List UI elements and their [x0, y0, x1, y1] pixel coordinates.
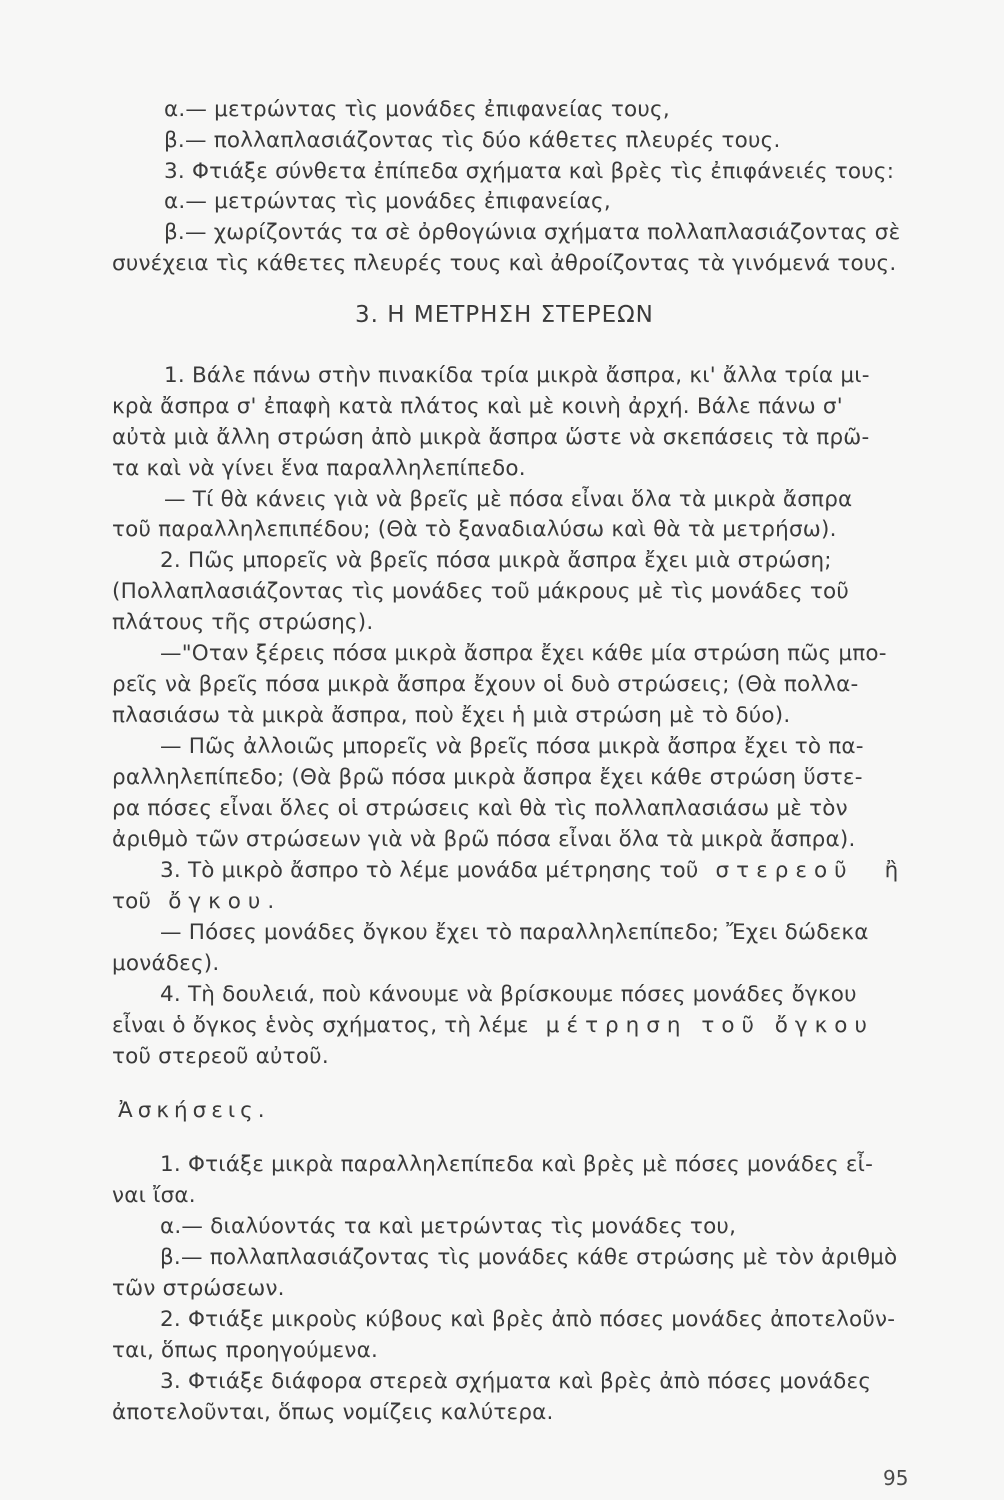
text-line: ἀριθμὸ τῶν στρώσεων γιὰ νὰ βρῶ πόσα εἶναι ὅλα τὰ μικρὰ ἄσπρα). — [112, 827, 856, 852]
definition-line — [112, 1012, 874, 1040]
text-line: α.— μετρώντας τὶς μονάδες ἐπιφανείας τους, — [164, 97, 670, 122]
text-line: 3. Φτιάξε σύνθετα ἐπίπεδα σχήματα καὶ βρὲς τὶς ἐπιφάνειές τους: — [164, 159, 895, 184]
text-line: 1. Βάλε πάνω στὴν πινακίδα τρία μικρὰ ἄσπρα, κι' ἄλλα τρία μι- — [164, 363, 870, 388]
exercise-line: ἀποτελοῦνται, ὅπως νομίζεις καλύτερα. — [112, 1400, 554, 1425]
text-line: ρεῖς νὰ βρεῖς πόσα μικρὰ ἄσπρα ἔχουν οἱ δυὸ στρώσεις; (Θὰ πολλα- — [112, 672, 859, 697]
text-line: — Τί θὰ κάνεις γιὰ νὰ βρεῖς μὲ πόσα εἶναι ὅλα τὰ μικρὰ ἄσπρα — [164, 487, 853, 512]
text-line: τοῦ στερεοῦ αὐτοῦ. — [112, 1044, 329, 1069]
exercise-line: ναι ἴσα. — [112, 1183, 196, 1208]
text-line: α.— μετρώντας τὶς μονάδες ἐπιφανείας, — [164, 189, 611, 214]
text-line: β.— πολλαπλασιάζοντας τὶς δύο κάθετες πλευρές τους. — [164, 128, 781, 153]
exercise-line: β.— πολλαπλασιάζοντας τὶς μονάδες κάθε στρώσης μὲ τὸν ἀριθμὸ — [160, 1245, 898, 1270]
text-line: πλασιάσω τὰ μικρὰ ἄσπρα, ποὺ ἔχει ἡ μιὰ στρώση μὲ τὸ δύο). — [112, 703, 791, 728]
definition-text: τοῦ — [112, 889, 152, 914]
definition-line — [112, 888, 281, 916]
exercise-line: α.— διαλύοντάς τα καὶ μετρώντας τὶς μονάδες του, — [160, 1214, 737, 1239]
text-line: ρα πόσες εἶναι ὅλες οἱ στρώσεις καὶ θὰ τὶς πολλαπλασιάσω μὲ τὸν — [112, 796, 848, 821]
text-line: κρὰ ἄσπρα σ' ἐπαφὴ κατὰ πλάτος καὶ μὲ κοινὴ ἀρχή. Βάλε πάνω σ' — [112, 394, 843, 419]
text-line: —"Οταν ξέρεις πόσα μικρὰ ἄσπρα ἔχει κάθε μία στρώση πῶς μπο- — [160, 641, 887, 666]
text-line: μονάδες). — [112, 951, 220, 976]
text-line: β.— χωρίζοντάς τα σὲ ὀρθογώνια σχήματα πολλαπλασιάζοντας σὲ — [164, 220, 901, 245]
definition-line — [160, 857, 898, 885]
definition-text: ἢ — [884, 858, 899, 883]
text-line: — Πῶς ἀλλοιῶς μπορεῖς νὰ βρεῖς πόσα μικρὰ ἄσπρα ἔχει τὸ πα- — [160, 734, 864, 759]
spaced-term: ὄγκου. — [168, 889, 282, 914]
exercises-heading: Ἀσκήσεις. — [118, 1098, 270, 1123]
text-line: αὐτὰ μιὰ ἄλλη στρώση ἀπὸ μικρὰ ἄσπρα ὥστε νὰ σκεπάσεις τὰ πρῶ- — [112, 425, 870, 450]
spaced-term: μέτρηση τοῦ ὄγκου — [545, 1013, 874, 1038]
text-line: τα καὶ νὰ γίνει ἕνα παραλληλεπίπεδο. — [112, 456, 526, 481]
text-line: 4. Τὴ δουλειά, ποὺ κάνουμε νὰ βρίσκουμε πόσες μονάδες ὄγκου — [160, 982, 857, 1007]
text-line: τοῦ παραλληλεπιπέδου; (Θὰ τὸ ξαναδιαλύσω καὶ θὰ τὰ μετρήσω). — [112, 517, 837, 542]
definition-text: 3. Τὸ μικρὸ ἄσπρο τὸ λέμε μονάδα μέτρησης τοῦ — [160, 858, 699, 883]
spaced-term: στερεοῦ — [715, 858, 854, 883]
exercise-line: 2. Φτιάξε μικροὺς κύβους καὶ βρὲς ἀπὸ πόσες μονάδες ἀποτελοῦν- — [160, 1307, 896, 1332]
text-line: (Πολλαπλασιάζοντας τὶς μονάδες τοῦ μάκρους μὲ τὶς μονάδες τοῦ — [112, 579, 849, 604]
definition-text: εἶναι ὁ ὄγκος ἑνὸς σχήματος, τὴ λέμε — [112, 1013, 529, 1038]
text-line: συνέχεια τὶς κάθετες πλευρές τους καὶ ἀθροίζοντας τὰ γινόμενά τους. — [112, 251, 897, 276]
exercise-line: ται, ὅπως προηγούμενα. — [112, 1338, 379, 1363]
section-title: 3. Η ΜΕΤΡΗΣΗ ΣΤΕΡΕΩΝ — [355, 302, 654, 328]
text-line: — Πόσες μονάδες ὄγκου ἔχει τὸ παραλληλεπίπεδο; Ἔχει δώδεκα — [160, 920, 869, 945]
page-number: 95 — [883, 1466, 909, 1490]
text-line: ραλληλεπίπεδο; (Θὰ βρῶ πόσα μικρὰ ἄσπρα ἔχει κάθε στρώση ὕστε- — [112, 765, 863, 790]
text-line: πλάτους τῆς στρώσης). — [112, 610, 374, 635]
text-line: 2. Πῶς μπορεῖς νὰ βρεῖς πόσα μικρὰ ἄσπρα ἔχει μιὰ στρώση; — [160, 548, 832, 573]
exercise-line: τῶν στρώσεων. — [112, 1276, 285, 1301]
exercise-line: 3. Φτιάξε διάφορα στερεὰ σχήματα καὶ βρὲς ἀπὸ πόσες μονάδες — [160, 1369, 872, 1394]
exercise-line: 1. Φτιάξε μικρὰ παραλληλεπίπεδα καὶ βρὲς μὲ πόσες μονάδες εἶ- — [160, 1152, 874, 1177]
